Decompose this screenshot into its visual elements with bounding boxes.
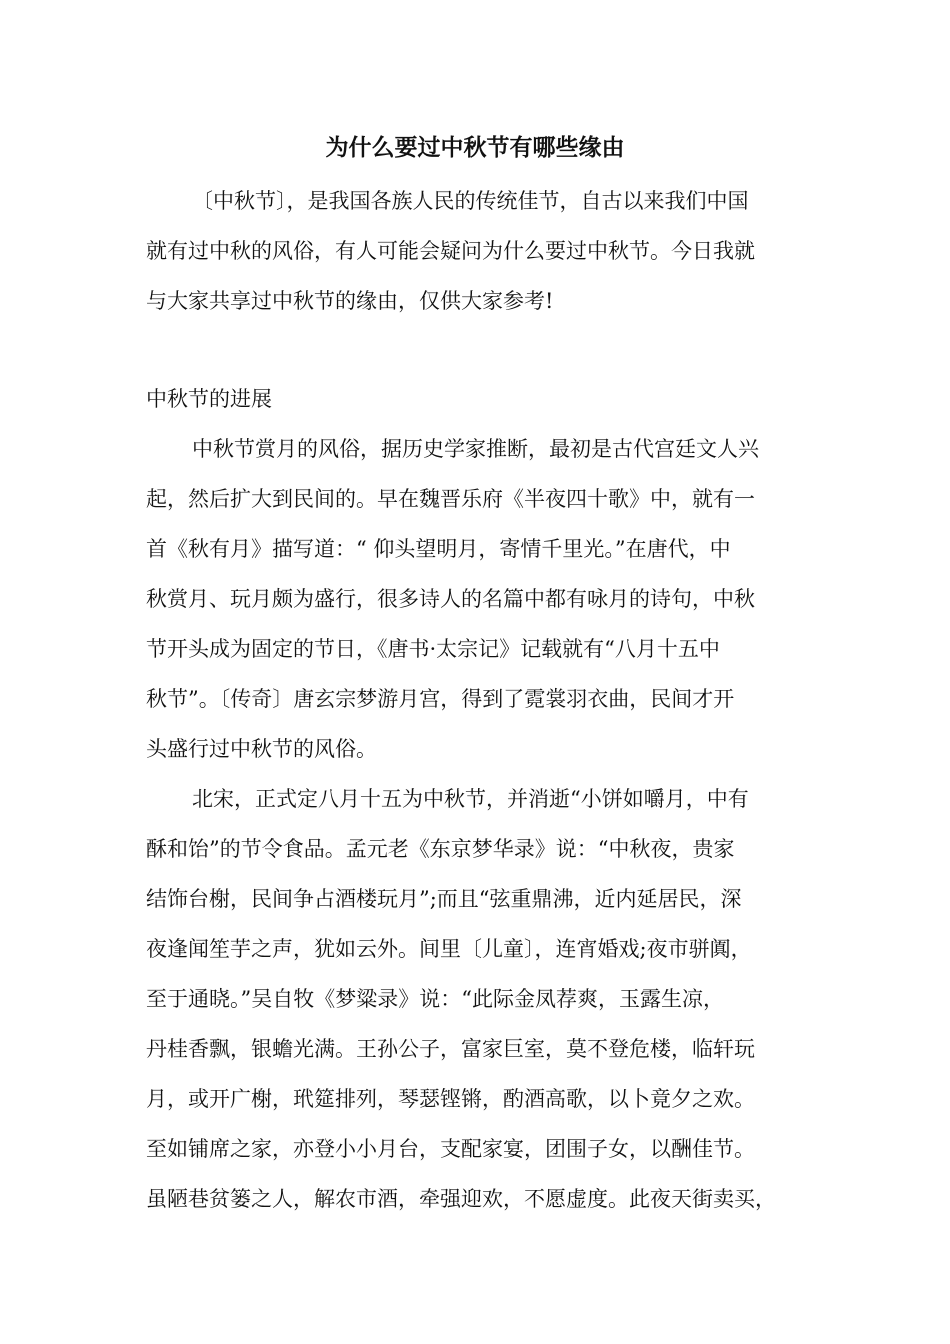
- paragraph-line: 酥和饴”的节令食品。孟元老《东京梦华录》说：“中秋夜，贵家: [146, 837, 735, 861]
- paragraph-line: 虽陋巷贫篓之人，解农市酒，牵强迎欢，不愿虚度。此夜天街卖买，: [146, 1187, 776, 1211]
- paragraph-line: 至于通晓。”吴自牧《梦粱录》说：“此际金凤荐爽，玉露生凉，: [146, 987, 724, 1011]
- paragraph-line: 节开头成为固定的节日，《唐书·太宗记》记载就有“八月十五中: [146, 637, 720, 661]
- paragraph-line: 秋赏月、玩月颇为盛行，很多诗人的名篇中都有咏月的诗句，中秋: [146, 587, 755, 611]
- paragraph-line: 北宋，正式定八月十五为中秋节，并消逝“小饼如嚼月，中有: [192, 787, 749, 811]
- paragraph-line: 丹桂香飘，银蟾光满。王孙公子，富家巨室，莫不登危楼，临轩玩: [146, 1037, 755, 1061]
- paragraph-line: 夜逢闻笙芋之声，犹如云外。间里〔儿童〕，连宵婚戏;夜市骈阗，: [146, 937, 752, 961]
- paragraph-line: 头盛行过中秋节的风俗。: [146, 737, 377, 761]
- paragraph-line: 秋节”。〔传奇〕唐玄宗梦游月宫，得到了霓裳羽衣曲，民间才开: [146, 687, 735, 711]
- paragraph-line: 〔中秋节〕，是我国各族人民的传统佳节，自古以来我们中国: [192, 189, 749, 213]
- paragraph-line: 起，然后扩大到民间的。早在魏晋乐府《半夜四十歌》中，就有一: [146, 487, 755, 511]
- document-title: 为什么要过中秋节有哪些缘由: [325, 134, 625, 161]
- paragraph-line: 首《秋有月》描写道：“ 仰头望明月，寄情千里光。”在唐代，中: [146, 537, 731, 561]
- paragraph-line: 就有过中秋的风俗，有人可能会疑问为什么要过中秋节。今日我就: [146, 239, 755, 263]
- paragraph-line: 中秋节赏月的风俗，据历史学家推断，最初是古代宫廷文人兴: [192, 437, 759, 461]
- paragraph-line: 月，或开广榭，玳筵排列，琴瑟铿锵，酌酒高歌，以卜竟夕之欢。: [146, 1087, 755, 1111]
- paragraph-line: 至如铺席之家，亦登小小月台，支配家宴，团围子女，以酬佳节。: [146, 1137, 755, 1161]
- section-heading: 中秋节的进展: [146, 387, 272, 411]
- paragraph-line: 与大家共享过中秋节的缘由，仅供大家参考!: [146, 289, 554, 313]
- paragraph-line: 结饰台榭，民间争占酒楼玩月”;而且“弦重鼎沸，近内延居民，深: [146, 887, 742, 911]
